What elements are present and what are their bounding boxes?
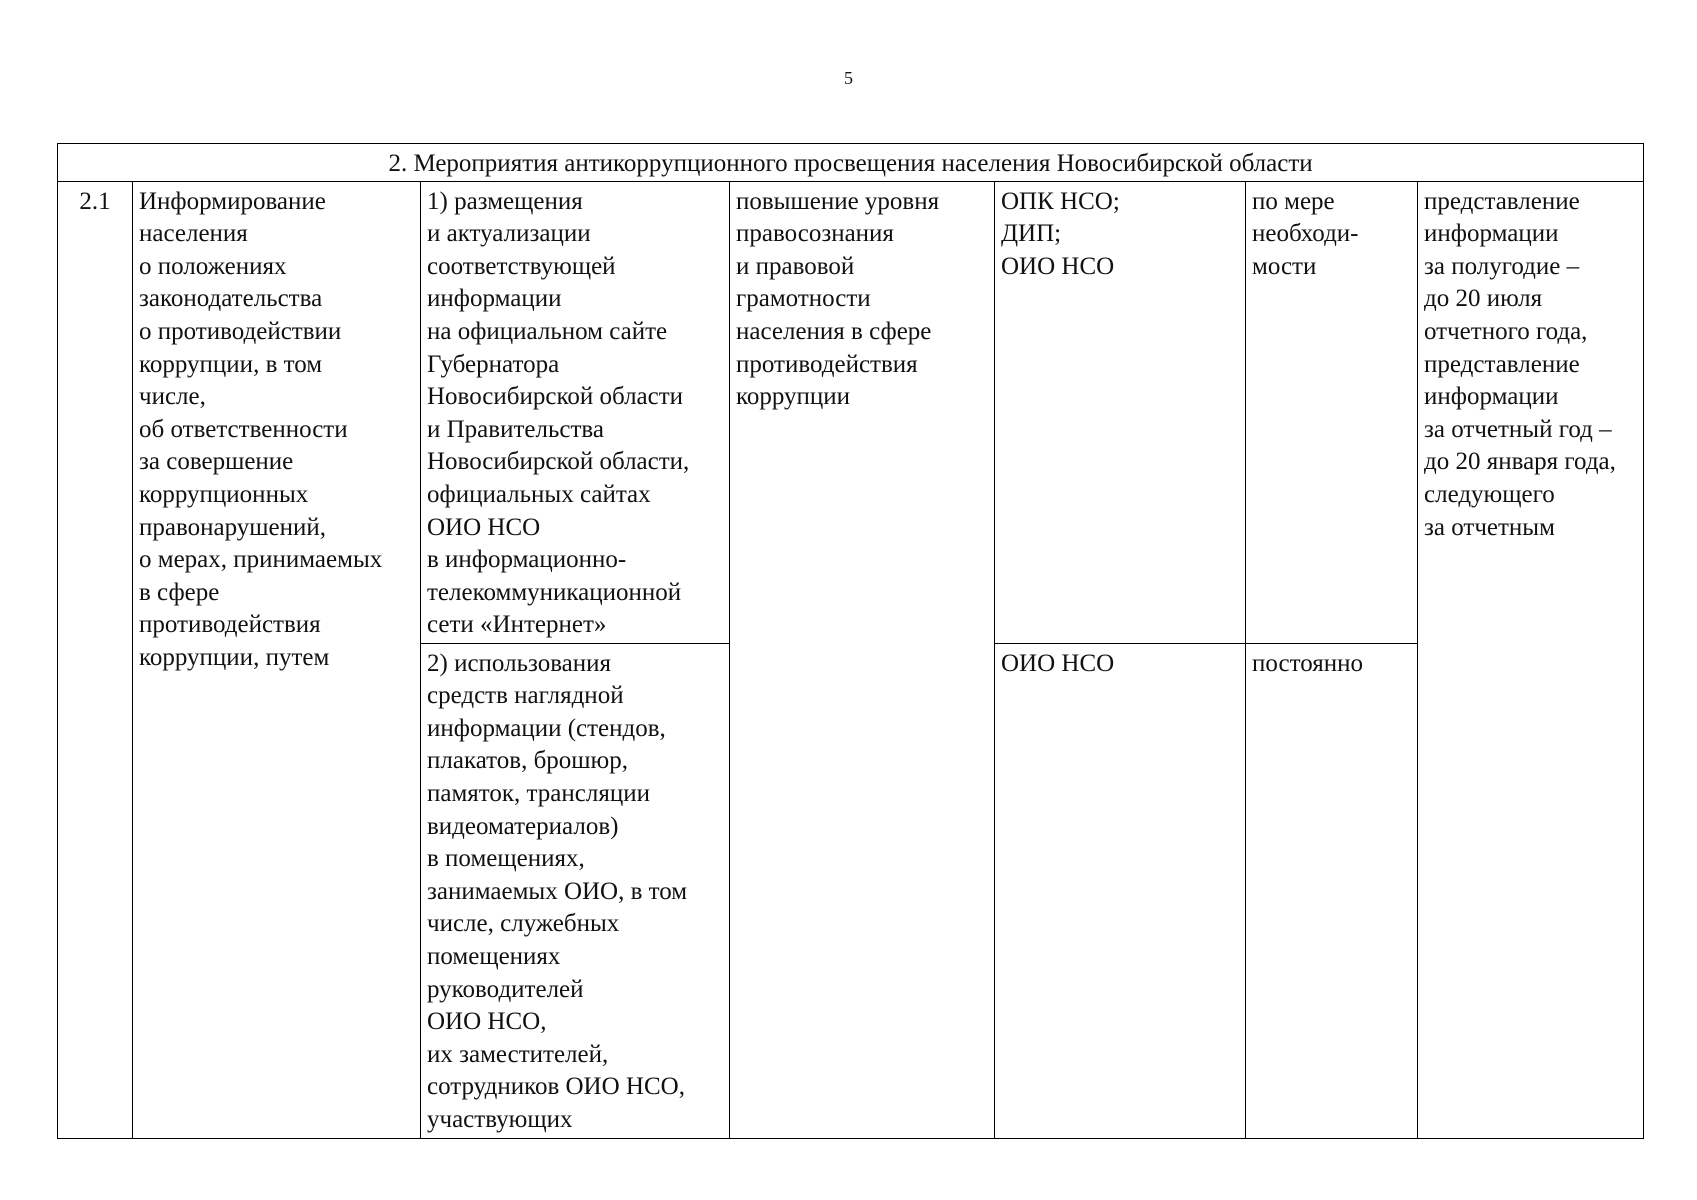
deadline-2 bbox=[1246, 643, 1418, 1138]
method-website bbox=[421, 181, 730, 643]
text-line: в сфере bbox=[139, 578, 220, 606]
table-row bbox=[58, 181, 1644, 643]
text-line: руководителей bbox=[427, 975, 584, 1003]
text-line: Новосибирской области, bbox=[427, 448, 690, 476]
text-line: населения bbox=[139, 220, 248, 248]
text-line: о мерах, принимаемых bbox=[139, 546, 383, 574]
text-line: официальных сайтах bbox=[427, 480, 651, 508]
text-line: числе, служебных bbox=[427, 910, 620, 938]
text-line: постоянно bbox=[1252, 649, 1363, 677]
text-line: противодействия bbox=[139, 611, 321, 639]
text-line: информации bbox=[1424, 383, 1559, 411]
reporting-terms bbox=[1418, 181, 1644, 1138]
text-line: информации bbox=[1424, 220, 1559, 248]
responsible-executors-1 bbox=[995, 181, 1246, 643]
section-header-row bbox=[58, 144, 1644, 182]
text-line: ОИО НСО, bbox=[427, 1008, 547, 1036]
text-line: повышение уровня bbox=[736, 187, 940, 215]
text-line: и актуализации bbox=[427, 220, 591, 248]
text-line: информации (стендов, bbox=[427, 714, 666, 742]
text-line: коррупционных bbox=[139, 480, 309, 508]
text-line: правосознания bbox=[736, 220, 894, 248]
text-line: памяток, трансляции bbox=[427, 779, 650, 807]
text-line: по мере bbox=[1252, 187, 1335, 215]
page-number: 5 bbox=[844, 68, 853, 88]
text-line: правонарушений, bbox=[139, 513, 326, 541]
text-line: противодействия bbox=[736, 350, 918, 378]
text-line: коррупции, путем bbox=[139, 643, 330, 671]
text-line: в помещениях, bbox=[427, 845, 585, 873]
text-line: ДИП; bbox=[1001, 220, 1062, 248]
text-line: соответствующей bbox=[427, 252, 616, 280]
text-line: ОИО НСО bbox=[1001, 649, 1115, 677]
text-line: мости bbox=[1252, 252, 1317, 280]
text-line: за полугодие – bbox=[1424, 252, 1580, 280]
deadline-1 bbox=[1246, 181, 1418, 643]
text-line: о противодействии bbox=[139, 317, 342, 345]
text-line: сети «Интернет» bbox=[427, 611, 607, 639]
text-line: за отчетный год – bbox=[1424, 415, 1612, 443]
text-line: и правовой bbox=[736, 252, 855, 280]
text-line: представление bbox=[1424, 187, 1580, 215]
text-line: необходи- bbox=[1252, 220, 1359, 248]
text-line: ОИО НСО bbox=[1001, 252, 1115, 280]
text-line: до 20 января года, bbox=[1424, 448, 1616, 476]
measures-table bbox=[57, 143, 1644, 1139]
text-line: коррупции bbox=[736, 383, 851, 411]
text-line: видеоматериалов) bbox=[427, 812, 619, 840]
text-line: коррупции, в том bbox=[139, 350, 323, 378]
expected-result bbox=[730, 181, 995, 1138]
item-number: 2.1 bbox=[58, 181, 133, 1138]
text-line: плакатов, брошюр, bbox=[427, 747, 628, 775]
section-title: 2. Мероприятия антикоррупционного просвещения населения Новосибирской области bbox=[58, 144, 1644, 182]
text-line: следующего bbox=[1424, 480, 1555, 508]
text-line: и Правительства bbox=[427, 415, 604, 443]
text-line: информации bbox=[427, 285, 562, 313]
text-line: за отчетным bbox=[1424, 513, 1555, 541]
text-line: об ответственности bbox=[139, 415, 348, 443]
text-line: их заместителей, bbox=[427, 1040, 609, 1068]
method-visual-info bbox=[421, 643, 730, 1138]
text-line: 1) размещения bbox=[427, 187, 583, 215]
text-line: населения в сфере bbox=[736, 317, 932, 345]
text-line: до 20 июля bbox=[1424, 285, 1543, 313]
text-line: за совершение bbox=[139, 448, 294, 476]
responsible-executors-2 bbox=[995, 643, 1246, 1138]
text-line: грамотности bbox=[736, 285, 871, 313]
text-line: законодательства bbox=[139, 285, 323, 313]
text-line: Информирование bbox=[139, 187, 326, 215]
text-line: отчетного года, bbox=[1424, 317, 1588, 345]
text-line: в информационно- bbox=[427, 546, 627, 574]
text-line: на официальном сайте bbox=[427, 317, 668, 345]
text-line: числе, bbox=[139, 383, 206, 411]
text-line: представление bbox=[1424, 350, 1580, 378]
text-line: Новосибирской области bbox=[427, 383, 684, 411]
text-line: о положениях bbox=[139, 252, 287, 280]
text-line: Губернатора bbox=[427, 350, 560, 378]
text-line: участвующих bbox=[427, 1105, 573, 1133]
text-line: ОИО НСО bbox=[427, 513, 541, 541]
text-line: средств наглядной bbox=[427, 682, 624, 710]
text-line: телекоммуникационной bbox=[427, 578, 682, 606]
text-line: ОПК НСО; bbox=[1001, 187, 1120, 215]
text-line: занимаемых ОИО, в том bbox=[427, 877, 688, 905]
text-line: помещениях bbox=[427, 942, 561, 970]
text-line: сотрудников ОИО НСО, bbox=[427, 1073, 685, 1101]
text-line: 2) использования bbox=[427, 649, 612, 677]
event-description bbox=[133, 181, 421, 1138]
